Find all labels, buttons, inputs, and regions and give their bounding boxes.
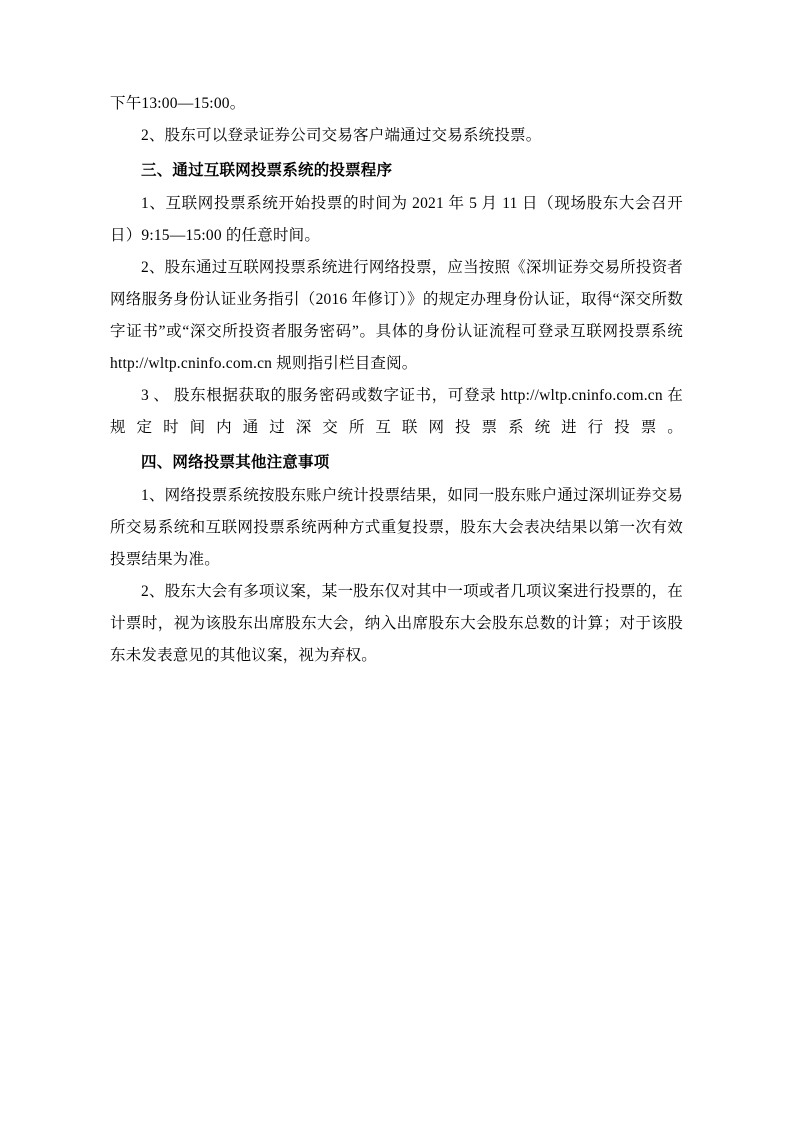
section-heading-three: 三、通过互联网投票系统的投票程序 bbox=[141, 162, 393, 179]
paragraph-partial-voting-rule: 2、股东大会有多项议案，某一股东仅对其中一项或者几项议案进行投票的，在计票时，视为该股东出席股东大会，纳入出席股东大会股东总数的计算；对于该股东未发表意见的其他议案，视为弃权。 bbox=[110, 583, 683, 664]
document-body bbox=[110, 88, 683, 672]
paragraph-afternoon-time: 下午13:00—15:00。 bbox=[110, 95, 246, 112]
paragraph-identity-authentication: 2、股东通过互联网投票系统进行网络投票，应当按照《深圳证券交易所投资者网络服务身份认证业务指引（2016 年修订）》的规定办理身份认证，取得“深交所数字证书”或“深交所投资者服务密码”。具体的身份认证流程可登录互联网投票系统 http://wltp.cninfo.com.cn 规则指引栏目查阅。 bbox=[110, 259, 683, 372]
paragraph-duplicate-voting-rule: 1、网络投票系统按股东账户统计投票结果，如同一股东账户通过深圳证券交易所交易系统和互联网投票系统两种方式重复投票，股东大会表决结果以第一次有效投票结果为准。 bbox=[110, 487, 683, 568]
paragraph-internet-voting-time: 1、互联网投票系统开始投票的时间为 2021 年 5 月 11 日（现场股东大会召开日）9:15—15:00 的任意时间。 bbox=[110, 195, 683, 244]
paragraph-trading-client: 2、股东可以登录证券公司交易客户端通过交易系统投票。 bbox=[141, 127, 542, 144]
paragraph-service-password-login: 3 、 股东根据获取的服务密码或数字证书，可登录 http://wltp.cninfo.com.cn 在规定时间内通过深交所互联网投票系统进行投票。 bbox=[110, 387, 683, 436]
section-heading-four: 四、网络投票其他注意事项 bbox=[141, 454, 330, 471]
